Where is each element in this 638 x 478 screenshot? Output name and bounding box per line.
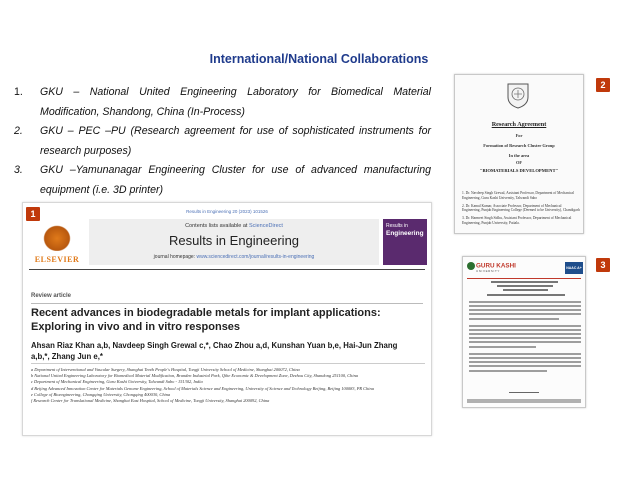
agreement-line: OF bbox=[515, 160, 523, 165]
publisher-name: ELSEVIER bbox=[34, 255, 80, 264]
sciencedirect-link: ScienceDirect bbox=[248, 223, 283, 229]
member-item: 3. Dr. Harmeet Singh Sidhu, Assistant Professor, Department of Mechanical Engineering, Punjab University, Patiala. bbox=[462, 216, 572, 225]
journal-paper-thumbnail bbox=[22, 202, 432, 436]
agreement-title: Research Agreement bbox=[491, 121, 547, 128]
contents-prefix: Contents lists available at bbox=[185, 223, 249, 229]
signature bbox=[509, 387, 539, 393]
affiliation-line: a Department of Interventional and Vascular Surgery, Shanghai Tenth People's Hospital, Tongji University School of Medicine, Shanghai 200072, China bbox=[31, 367, 300, 372]
member-list bbox=[462, 191, 580, 229]
badge-2: 2 bbox=[596, 78, 610, 92]
gku-logo-text: GURU KASHI bbox=[476, 262, 516, 270]
elsevier-logo bbox=[29, 219, 85, 265]
letter-body bbox=[469, 281, 581, 374]
article-type: Review article bbox=[31, 293, 72, 299]
journal-reference: Results in Engineering 20 (2023) 101526 bbox=[186, 209, 268, 214]
homepage-prefix: journal homepage: bbox=[153, 254, 197, 260]
cover-small-text: Results in bbox=[386, 223, 408, 229]
list-item-3 bbox=[14, 161, 431, 200]
member-item: 1. Dr. Navdeep Singh Grewal, Assistant Professor, Department of Mechanical Engineering, Guru Kashi University, Talwandi Sabo bbox=[462, 191, 574, 200]
letter-header bbox=[467, 262, 583, 276]
journal-homepage bbox=[89, 254, 379, 260]
affiliation-divider bbox=[31, 363, 425, 364]
homepage-url: www.sciencedirect.com/journal/results-in-engineering bbox=[196, 254, 315, 260]
letter-footer bbox=[467, 399, 581, 403]
affiliation-line: d Beijing Advanced Innovation Center for Materials Genome Engineering, School of Materials Science and Engineering, University of Science and Technology Beijing, Beijing 100083, PR China bbox=[31, 385, 374, 391]
member-item: 2. Dr. Kamal Kumar, Associate Professor, Department of Mechanical Engineering, Punjab Engineering College (Deemed to be University), Chandigarh bbox=[462, 203, 580, 213]
list-item-text: GKU –Yamunanagar Engineering Cluster for use of advanced manufacturing equipment (i.e. 3D printer) bbox=[40, 164, 431, 196]
journal-title: Results in Engineering bbox=[168, 233, 300, 248]
list-item-text: GKU – PEC –PU (Research agreement for use of sophisticated instruments for research purposes) bbox=[40, 125, 431, 157]
gku-letter-thumbnail bbox=[462, 256, 586, 408]
header-divider bbox=[29, 269, 425, 270]
badge-1: 1 bbox=[26, 207, 40, 221]
list-item-text: GKU – National United Engineering Laboratory for Biomedical Material Modification, Shandong, China (In-Process) bbox=[40, 86, 431, 118]
gku-logo-subtitle: UNIVERSITY bbox=[476, 269, 501, 273]
cover-big-text: Engineering bbox=[386, 230, 424, 237]
list-item-1 bbox=[14, 83, 431, 122]
section-divider bbox=[31, 303, 423, 304]
journal-band bbox=[89, 219, 379, 265]
agreement-area: "BIOMATERIALS DEVELOPMENT" bbox=[479, 168, 559, 173]
article-title: Recent advances in biodegradable metals for implant applications: Exploring in vivo and in vitro responses bbox=[31, 307, 381, 333]
affiliation-line: e College of Bioengineering, Chongqing University, Chongqing 400030, China bbox=[31, 391, 171, 397]
affiliation-line: c Department of Mechanical Engineering, Guru Kashi University, Talwandi Sabo - 151302, India bbox=[31, 379, 203, 385]
university-seal-icon bbox=[505, 81, 531, 109]
agreement-line: In the area bbox=[508, 153, 530, 158]
affiliations bbox=[31, 367, 425, 404]
affiliation-line: f Research Center for Translational Medicine, Shanghai East Hospital, School of Medicine, Tongji University, Shanghai 200092, China bbox=[31, 398, 270, 404]
research-agreement-thumbnail bbox=[454, 74, 584, 234]
journal-cover bbox=[383, 219, 427, 265]
slide-title: International/National Collaborations bbox=[209, 52, 429, 66]
list-number: 2. bbox=[14, 125, 23, 137]
list-number: 3. bbox=[14, 164, 23, 176]
letter-header-rule bbox=[467, 278, 581, 279]
agreement-line: Formation of Research Cluster Group bbox=[483, 143, 555, 148]
gku-emblem-icon bbox=[467, 262, 475, 270]
badge-3: 3 bbox=[596, 258, 610, 272]
agreement-line: For bbox=[515, 133, 523, 138]
article-authors: Ahsan Riaz Khan a,b, Navdeep Singh Grewal c,*, Chao Zhou a,d, Kunshan Yuan b,e, Hai-Jun Zhang a,b,*, Zhang Jun e,* bbox=[31, 341, 398, 361]
list-item-2 bbox=[14, 122, 431, 161]
collaboration-list bbox=[14, 83, 431, 200]
journal-header bbox=[29, 219, 427, 265]
naac-badge: NAAC A+ bbox=[565, 262, 583, 274]
elsevier-tree-icon bbox=[41, 223, 73, 251]
affiliation-line: b National United Engineering Laboratory for Biomedical Material Modification, Branden Industrial Park, Qihe Economic & Development Zone, Dezhou City, Shandong 251100, China bbox=[31, 373, 358, 379]
list-number: 1. bbox=[14, 86, 23, 98]
contents-line bbox=[89, 223, 379, 229]
